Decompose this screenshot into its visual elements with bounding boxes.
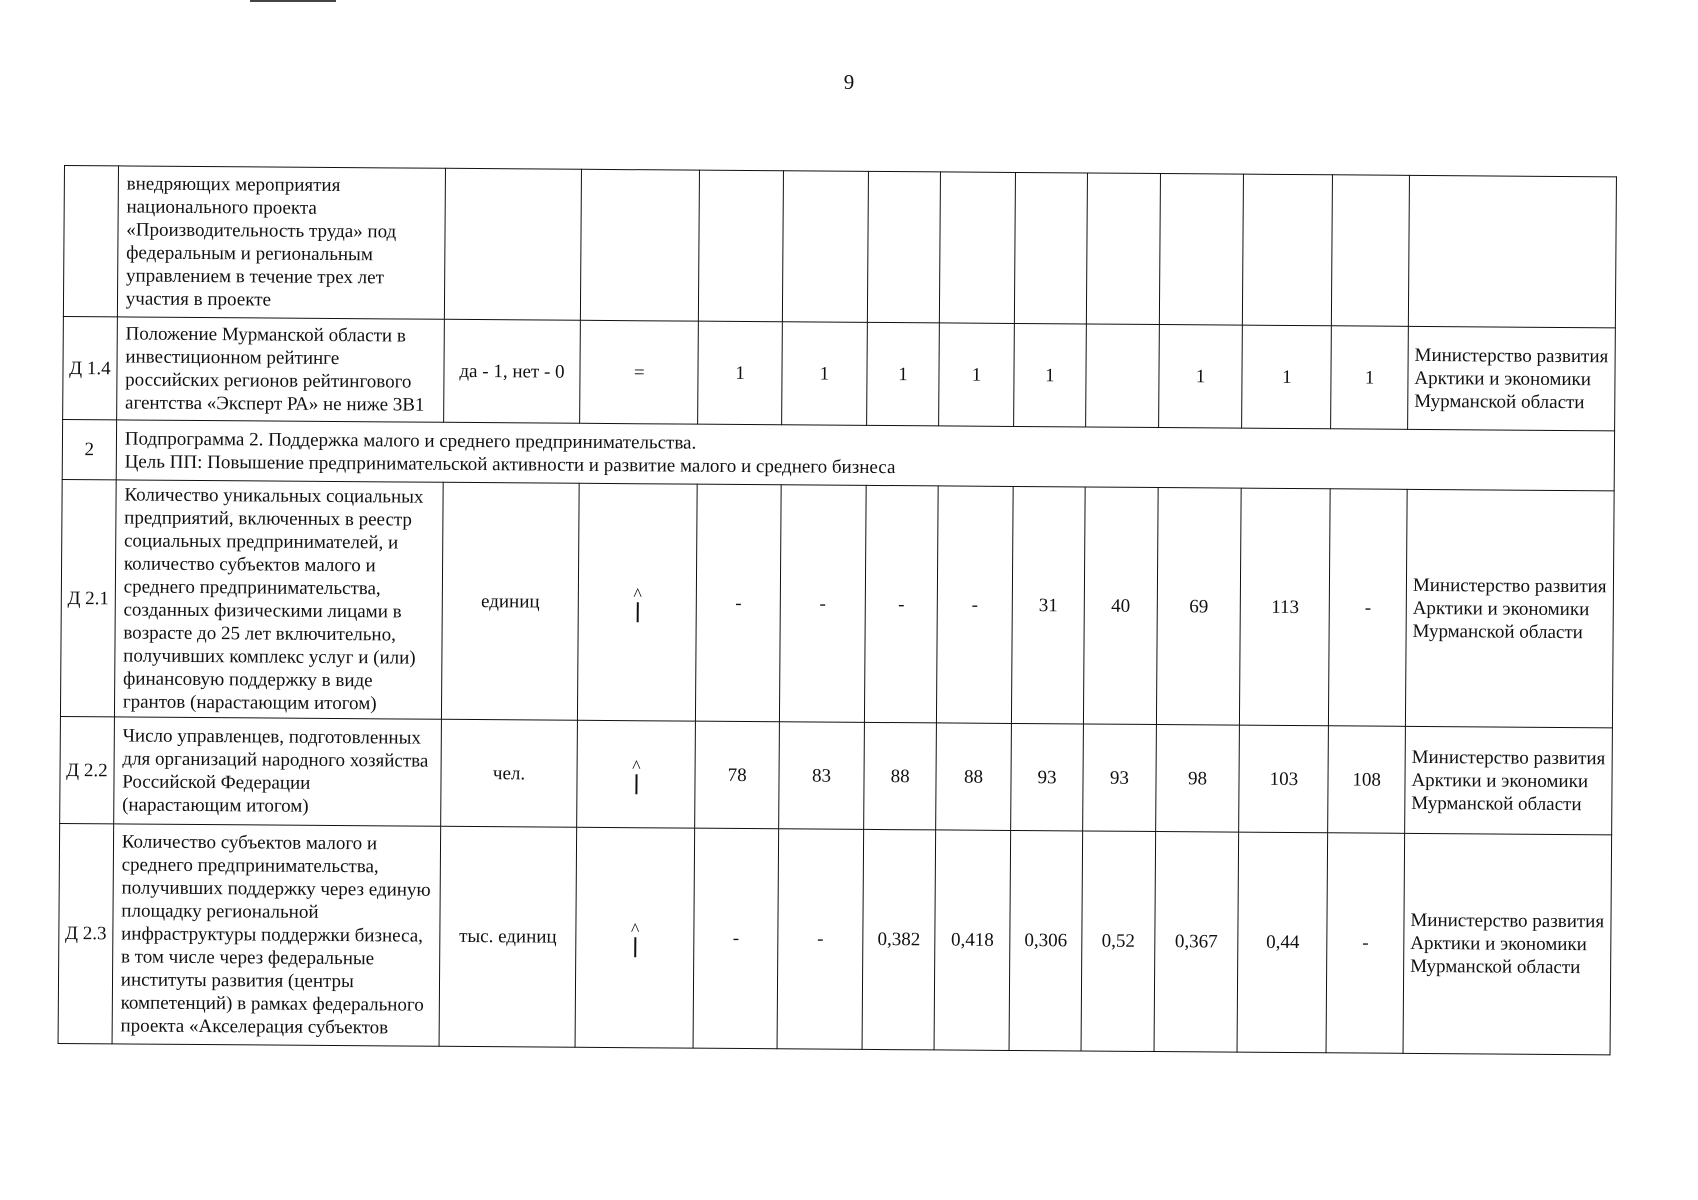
section-code: 2 bbox=[62, 419, 116, 479]
indicator-name: Количество субъектов малого и среднего предпринимательства, получивших поддержку через единую площадку региональной инфраструктуры поддержки бизнеса, в том числе через федеральные институты развития (центры компетенций) в рамках федерального проекта «Акселерация субъектов bbox=[112, 824, 441, 1046]
subprogram-title: Подпрограмма 2. Поддержка малого и среднего предпринимательства. bbox=[124, 427, 697, 454]
indicator-value: 0,44 bbox=[1237, 832, 1328, 1053]
indicator-value: 1 bbox=[1158, 325, 1243, 429]
responsible-executor: Министерство развития Арктики и экономики Мурманской области bbox=[1405, 726, 1613, 835]
direction-symbol: ^ bbox=[633, 583, 642, 604]
page-number: 9 bbox=[843, 70, 855, 94]
indicator-value: 1 bbox=[698, 321, 783, 425]
indicator-value: 93 bbox=[1083, 724, 1156, 832]
indicator-name: Количество уникальных социальных предприятий, включенных в реестр социальных предпринимателей, и количество субъектов малого и среднего предпринимательства, созданных физическими лицами в возрасте до 25 лет включительно, получивших комплекс услуг и (или) финансовую поддержку в виде грантов (нарастающим итогом) bbox=[114, 480, 443, 719]
indicators-table-wrapper bbox=[58, 165, 1617, 1055]
indicator-value: 1 bbox=[939, 323, 1014, 427]
indicator-value: - bbox=[696, 484, 782, 722]
indicator-code: Д 2.1 bbox=[60, 479, 116, 716]
subprogram-goal: Цель ПП: Повышение предпринимательской активности и развитие малого и среднего бизнеса bbox=[124, 450, 896, 478]
indicators-table-body bbox=[58, 166, 1616, 1055]
indicator-value bbox=[1243, 174, 1333, 326]
table-row bbox=[58, 823, 1612, 1054]
responsible-executor: Министерство развития Арктики и экономики Мурманской области bbox=[1403, 833, 1612, 1055]
indicator-value: 103 bbox=[1239, 725, 1329, 833]
indicator-value: 1 bbox=[782, 322, 868, 426]
indicator-value: 0,418 bbox=[934, 830, 1010, 1051]
indicator-value: 69 bbox=[1156, 488, 1242, 726]
indicator-value bbox=[782, 171, 868, 323]
indicator-value bbox=[1086, 324, 1159, 428]
indicator-value bbox=[1159, 174, 1244, 326]
table-row bbox=[60, 716, 1613, 834]
indicator-value: 98 bbox=[1155, 725, 1240, 833]
indicator-value: 40 bbox=[1084, 487, 1158, 725]
indicator-direction bbox=[581, 169, 700, 321]
indicator-value bbox=[699, 170, 784, 322]
indicator-code: Д 2.2 bbox=[60, 716, 115, 823]
indicator-value: 108 bbox=[1328, 726, 1405, 834]
indicator-value: - bbox=[1329, 489, 1407, 727]
indicator-value: 88 bbox=[864, 722, 937, 830]
indicator-value: 0,52 bbox=[1081, 831, 1155, 1052]
indicator-value bbox=[1332, 175, 1410, 327]
indicator-unit bbox=[444, 168, 582, 320]
section-title bbox=[116, 420, 1615, 491]
section-row bbox=[62, 419, 1614, 490]
indicator-value: - bbox=[777, 829, 863, 1050]
indicator-value: - bbox=[937, 486, 1013, 724]
indicator-direction bbox=[578, 483, 698, 721]
indicator-value: - bbox=[779, 485, 866, 723]
indicator-value: 1 bbox=[1331, 326, 1408, 430]
indicator-value bbox=[867, 171, 941, 323]
indicator-value: 113 bbox=[1240, 488, 1331, 726]
indicator-code bbox=[63, 166, 118, 317]
indicator-code: Д 1.4 bbox=[63, 316, 118, 419]
indicator-value: 88 bbox=[936, 723, 1011, 831]
indicator-name: внедряющих мероприятия национального проекта «Производительность труда» под федеральным и региональным управлением в течение трех лет участия в проекте bbox=[117, 166, 445, 319]
indicator-name: Число управленцев, подготовленных для организаций народного хозяйства Российской Федерации (нарастающим итогом) bbox=[113, 717, 441, 826]
direction-bar bbox=[636, 602, 638, 622]
indicator-value bbox=[1087, 173, 1161, 325]
indicator-unit: да - 1, нет - 0 bbox=[443, 319, 580, 423]
direction-symbol: ^ bbox=[630, 919, 640, 940]
indicator-value: 0,367 bbox=[1154, 832, 1239, 1053]
indicator-value: 0,306 bbox=[1009, 830, 1083, 1051]
table-row bbox=[63, 166, 1616, 328]
responsible-executor bbox=[1408, 175, 1616, 328]
indicator-value: 78 bbox=[695, 721, 780, 829]
greater-or-equal-icon bbox=[632, 755, 641, 794]
indicator-direction bbox=[575, 827, 695, 1048]
indicator-direction: = bbox=[580, 320, 699, 424]
direction-bar bbox=[634, 937, 636, 957]
indicator-value: 93 bbox=[1010, 723, 1083, 831]
indicator-value: 1 bbox=[866, 322, 939, 426]
indicator-unit: единиц bbox=[441, 482, 579, 720]
indicator-value: - bbox=[1326, 833, 1404, 1054]
greater-or-equal-icon bbox=[631, 921, 640, 957]
table-row bbox=[60, 479, 1614, 727]
indicator-code: Д 2.3 bbox=[58, 823, 113, 1043]
indicator-value: - bbox=[693, 828, 778, 1049]
greater-or-equal-icon bbox=[633, 583, 642, 622]
direction-symbol: ^ bbox=[632, 755, 641, 776]
indicator-name: Положение Мурманской области в инвестиционном рейтинге российских регионов рейтингового агентства «Эксперт РА» не ниже 3В1 bbox=[116, 317, 444, 422]
indicators-table bbox=[58, 165, 1617, 1055]
indicator-unit: тыс. единиц bbox=[439, 826, 577, 1047]
direction-bar bbox=[635, 774, 637, 794]
responsible-executor: Министерство развития Арктики и экономики Мурманской области bbox=[1405, 489, 1614, 728]
indicator-value: - bbox=[864, 485, 938, 723]
indicator-value: 31 bbox=[1011, 486, 1085, 724]
indicator-value: 0,382 bbox=[862, 829, 936, 1050]
indicator-unit: чел. bbox=[440, 719, 577, 827]
indicator-value bbox=[1014, 172, 1088, 324]
table-row bbox=[63, 316, 1616, 430]
indicator-value bbox=[940, 172, 1016, 324]
scan-artifact-line bbox=[250, 0, 336, 2]
indicator-value: 83 bbox=[779, 722, 865, 830]
responsible-executor: Министерство развития Арктики и экономики Мурманской области bbox=[1408, 326, 1616, 431]
indicator-value: 1 bbox=[1242, 325, 1332, 429]
indicator-value: 1 bbox=[1013, 323, 1086, 427]
indicator-direction bbox=[577, 720, 696, 828]
